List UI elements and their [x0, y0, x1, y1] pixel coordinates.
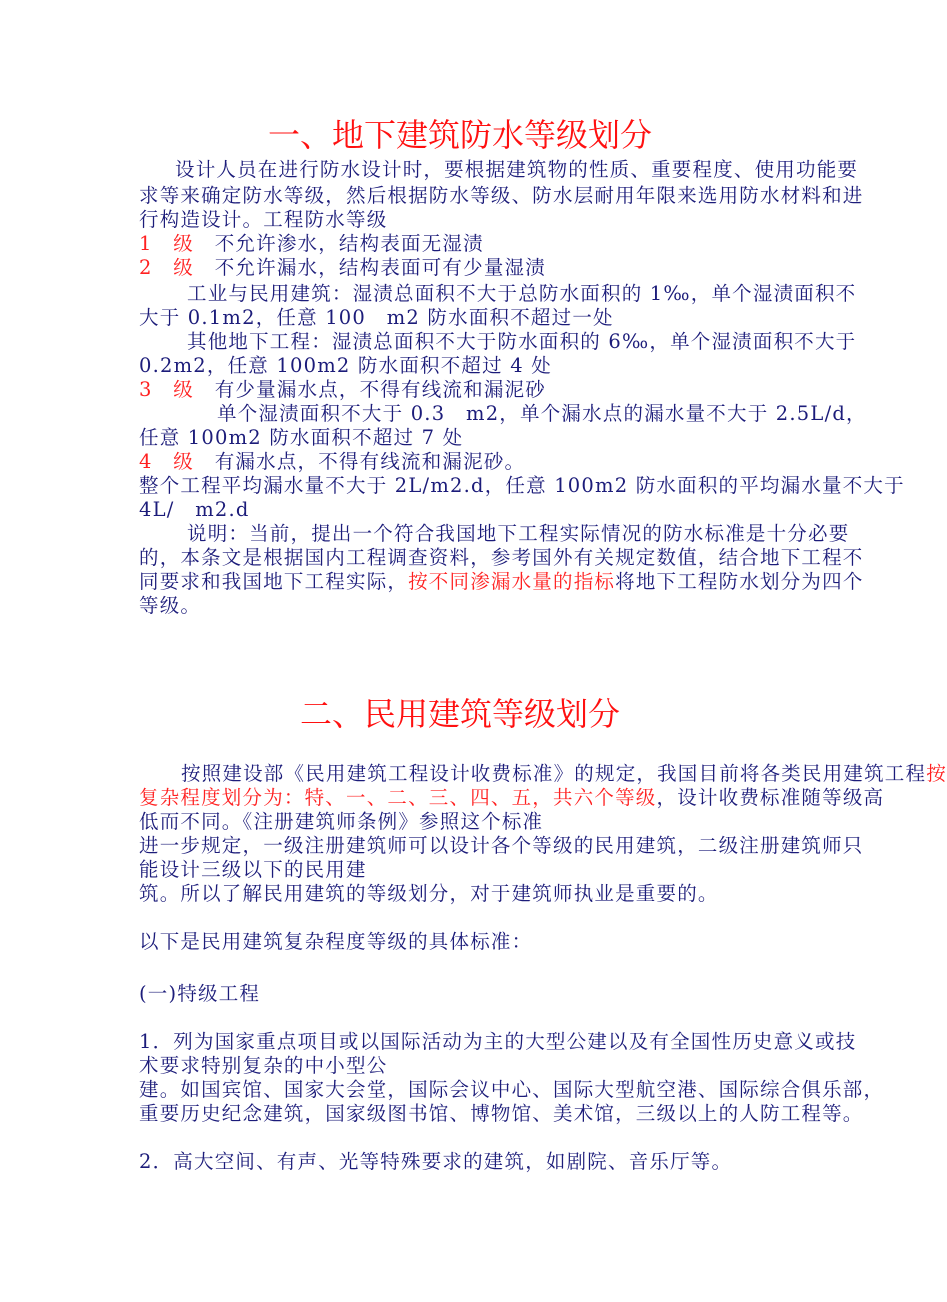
text-line [139, 1030, 856, 1054]
highlighted-text: 按不同渗漏水量的指标 [408, 570, 616, 593]
text-line [139, 882, 719, 906]
text-line [139, 306, 614, 330]
text-line [139, 378, 546, 402]
text-line [139, 1150, 732, 1174]
text-line [139, 256, 546, 280]
text-segment: 进一步规定，一级注册建筑师可以设计各个等级的民用建筑，二级注册建筑师只 [139, 834, 864, 857]
text-segment: 低而不同。《注册建筑师条例》参照这个标准 [139, 810, 544, 833]
text-line [139, 158, 858, 182]
text-segment: 筑。所以了解民用建筑的等级划分，对于建筑师执业是重要的。 [139, 882, 719, 905]
text-line [139, 208, 387, 232]
text-segment: 大于 0.1m2，任意 100 m2 防水面积不超过一处 [139, 306, 614, 329]
text-segment: 重要历史纪念建筑，国家级图书馆、博物馆、美术馆，三级以上的人防工程等。 [139, 1102, 864, 1125]
text-segment: 不允许漏水，结构表面可有少量湿渍 [194, 256, 546, 279]
text-segment: 等级。 [139, 594, 202, 617]
text-line [139, 282, 856, 306]
section2-title: 二、民用建筑等级划分 [299, 695, 620, 733]
text-line [139, 810, 543, 834]
text-line [139, 450, 525, 474]
text-segment: 有少量漏水点，不得有线流和漏泥砂 [194, 378, 546, 401]
text-line [139, 594, 201, 618]
highlighted-text: 复杂程度划分为：特、一、二、三、四、五，共六个等级 [139, 786, 657, 809]
text-segment: 有漏水点，不得有线流和漏泥砂。 [194, 450, 526, 473]
highlighted-text: 1 级 [139, 232, 195, 255]
text-segment: 行构造设计。工程防水等级 [139, 208, 388, 231]
text-segment: 其他地下工程：湿渍总面积不大于防水面积的 6‰，单个湿渍面积不大于 [187, 330, 857, 353]
text-segment: (一)特级工程 [139, 982, 261, 1005]
text-line [139, 930, 532, 954]
text-line [139, 858, 367, 882]
text-line [139, 402, 867, 426]
text-line [139, 982, 260, 1006]
highlighted-text: 4 级 [139, 450, 195, 473]
text-line [139, 834, 864, 858]
text-segment: 2．高大空间、有声、光等特殊要求的建筑，如剧院、音乐厅等。 [139, 1150, 733, 1173]
text-segment: 1．列为国家重点项目或以国际活动为主的大型公建以及有全国性历史意义或技 [139, 1030, 857, 1053]
text-line [139, 546, 864, 570]
text-segment: 不允许渗水，结构表面无湿渍 [194, 232, 484, 255]
text-line [139, 1054, 387, 1078]
text-segment: 将地下工程防水划分为四个 [615, 570, 864, 593]
highlighted-text: 3 级 [139, 378, 195, 401]
text-segment: 能设计三级以下的民用建 [139, 858, 367, 881]
text-line [139, 232, 484, 256]
text-segment: 工业与民用建筑：湿渍总面积不大于总防水面积的 1‰，单个湿渍面积不 [187, 282, 857, 305]
text-segment: 同要求和我国地下工程实际， [139, 570, 409, 593]
text-line [139, 1078, 884, 1102]
text-segment: 整个工程平均漏水量不大于 2L/m2.d，任意 100m2 防水面积的平均漏水量不大于 [139, 474, 905, 497]
section1-title: 一、地下建筑防水等级划分 [267, 116, 652, 154]
text-line [139, 426, 463, 450]
text-line [139, 498, 250, 522]
text-line [139, 354, 552, 378]
text-line [139, 184, 864, 208]
text-line [139, 762, 947, 786]
text-line [139, 522, 849, 546]
text-line [139, 786, 884, 810]
text-segment: 0.2m2，任意 100m2 防水面积不超过 4 处 [139, 354, 552, 377]
text-segment: 术要求特别复杂的中小型公 [139, 1054, 388, 1077]
text-segment: 4L/ m2.d [139, 498, 250, 521]
text-segment: 设计人员在进行防水设计时，要根据建筑物的性质、重要程度、使用功能要 [175, 158, 859, 181]
text-segment: 的，本条文是根据国内工程调查资料，参考国外有关规定数值，结合地下工程不 [139, 546, 864, 569]
text-segment: 单个湿渍面积不大于 0.3 m2，单个漏水点的漏水量不大于 2.5L/d， [217, 402, 867, 425]
text-segment: 求等来确定防水等级，然后根据防水等级、防水层耐用年限来选用防水材料和进 [139, 184, 864, 207]
text-segment: ，设计收费标准随等级高 [656, 786, 885, 809]
text-line [139, 330, 856, 354]
text-segment: 建。如国宾馆、国家大会堂，国际会议中心、国际大型航空港、国际综合俱乐部， [139, 1078, 885, 1101]
text-segment: 按照建设部《民用建筑工程设计收费标准》的规定，我国目前将各类民用建筑工程 [181, 762, 927, 785]
text-segment: 以下是民用建筑复杂程度等级的具体标准： [139, 930, 533, 953]
text-line [139, 1102, 864, 1126]
text-line [139, 570, 864, 594]
text-line [139, 474, 905, 498]
highlighted-text: 2 级 [139, 256, 195, 279]
text-segment: 说明：当前，提出一个符合我国地下工程实际情况的防水标准是十分必要 [187, 522, 850, 545]
text-segment: 任意 100m2 防水面积不超过 7 处 [139, 426, 464, 449]
highlighted-text: 按 [926, 762, 947, 785]
